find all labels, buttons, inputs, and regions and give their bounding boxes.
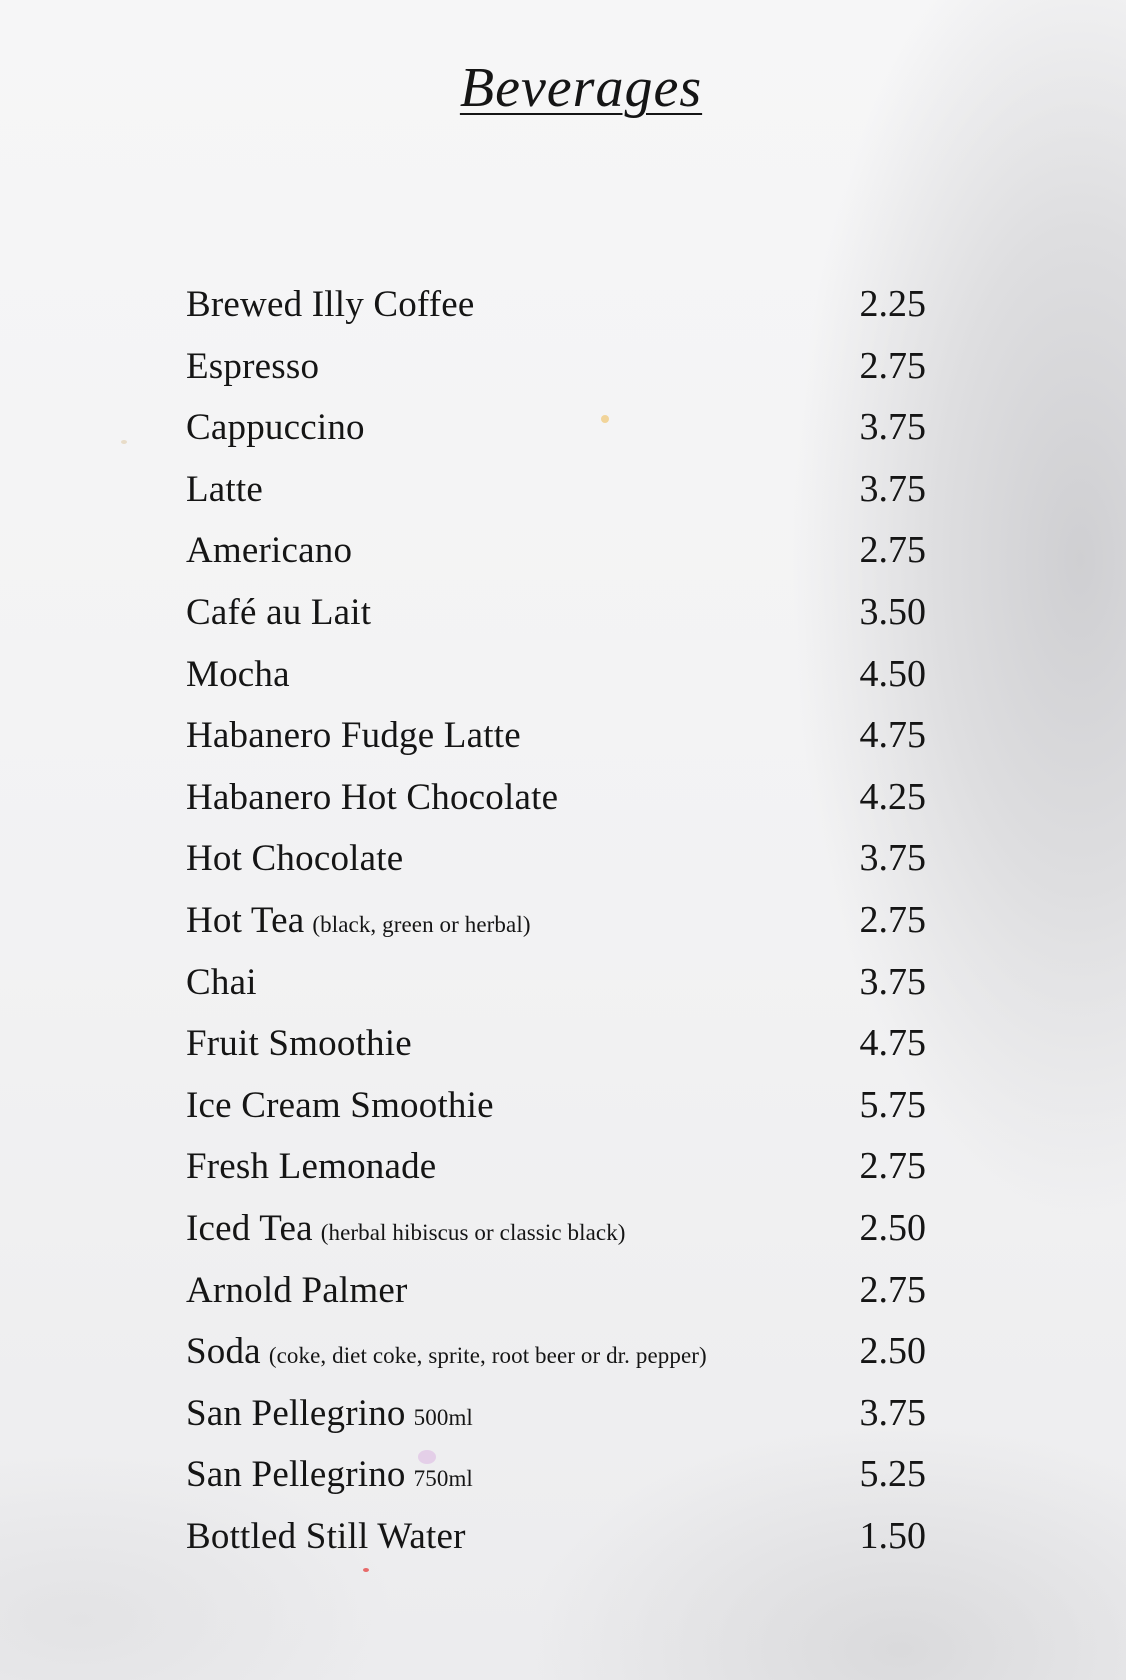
item-price: 2.50: [859, 1330, 926, 1373]
item-name: Fresh Lemonade: [186, 1146, 437, 1188]
item-name: Chai: [186, 961, 257, 1003]
item-price: 2.75: [859, 1145, 926, 1188]
item-price: 3.75: [859, 960, 926, 1003]
item-name: San Pellegrino: [186, 1454, 406, 1496]
item-note: 500ml: [413, 1404, 473, 1430]
paper-speck: [363, 1568, 369, 1572]
menu-item: [186, 890, 926, 952]
item-name: Bottled Still Water: [186, 1515, 466, 1557]
menu-item: [186, 1198, 926, 1260]
item-name: Cappuccino: [186, 407, 365, 449]
item-price: 5.25: [859, 1453, 926, 1496]
menu-item: [186, 1321, 926, 1383]
item-name: Soda: [186, 1331, 261, 1373]
item-name: Arnold Palmer: [186, 1269, 408, 1311]
item-price: 4.50: [859, 652, 926, 695]
item-price: 3.75: [859, 467, 926, 510]
item-note: (coke, diet coke, sprite, root beer or dr. pepper): [268, 1343, 707, 1369]
menu-item: [186, 644, 926, 706]
menu-item: [186, 1444, 926, 1506]
item-name: Ice Cream Smoothie: [186, 1084, 494, 1126]
item-name: Mocha: [186, 653, 290, 695]
menu-item: [186, 767, 926, 829]
item-name: San Pellegrino: [186, 1392, 406, 1434]
item-price: 3.75: [859, 1391, 926, 1434]
menu-item: [186, 1136, 926, 1198]
item-note: 750ml: [413, 1466, 473, 1492]
item-price: 4.25: [859, 775, 926, 818]
menu-item: [186, 828, 926, 890]
menu-item: [186, 520, 926, 582]
item-name: Iced Tea: [186, 1207, 313, 1249]
menu-item: [186, 336, 926, 398]
item-price: 5.75: [859, 1083, 926, 1126]
item-price: 2.25: [859, 283, 926, 325]
item-name: Café au Lait: [186, 591, 372, 633]
item-note: (black, green or herbal): [312, 911, 531, 937]
item-name: Americano: [186, 530, 353, 572]
item-price: 3.75: [859, 837, 926, 880]
menu-item: [186, 1383, 926, 1445]
menu-item: [186, 1075, 926, 1137]
menu-item: [186, 274, 926, 336]
item-price: 4.75: [859, 714, 926, 757]
item-price: 2.75: [859, 344, 926, 387]
item-price: 3.50: [859, 590, 926, 633]
menu-item: [186, 582, 926, 644]
item-price: 4.75: [859, 1022, 926, 1065]
paper-speck: [121, 440, 127, 444]
page-title-text: Beverages: [459, 57, 703, 119]
item-name: Hot Chocolate: [186, 838, 404, 880]
item-name: Brewed Illy Coffee: [186, 284, 475, 325]
item-price: 2.75: [859, 1268, 926, 1311]
menu-item: [186, 397, 926, 459]
item-price: 3.75: [859, 406, 926, 449]
menu-item: [186, 1013, 926, 1075]
item-name: Habanero Fudge Latte: [186, 715, 521, 757]
menu-item: [186, 459, 926, 521]
item-name: Habanero Hot Chocolate: [186, 776, 559, 818]
menu-item: [186, 952, 926, 1014]
item-name: Hot Tea: [186, 899, 305, 941]
menu-item: [186, 1506, 926, 1568]
beverage-list: [186, 274, 926, 1567]
page-title: [0, 52, 1126, 124]
item-name: Latte: [186, 468, 264, 510]
item-price: 2.75: [859, 529, 926, 572]
item-price: 1.50: [859, 1514, 926, 1557]
item-name: Espresso: [186, 345, 320, 387]
item-price: 2.75: [859, 898, 926, 941]
paper-smudge: [418, 1450, 436, 1464]
item-name: Fruit Smoothie: [186, 1023, 412, 1065]
menu-item: [186, 705, 926, 767]
item-price: 2.50: [859, 1206, 926, 1249]
item-note: (herbal hibiscus or classic black): [320, 1219, 626, 1245]
menu-item: [186, 1260, 926, 1322]
paper-speck: [601, 415, 609, 423]
